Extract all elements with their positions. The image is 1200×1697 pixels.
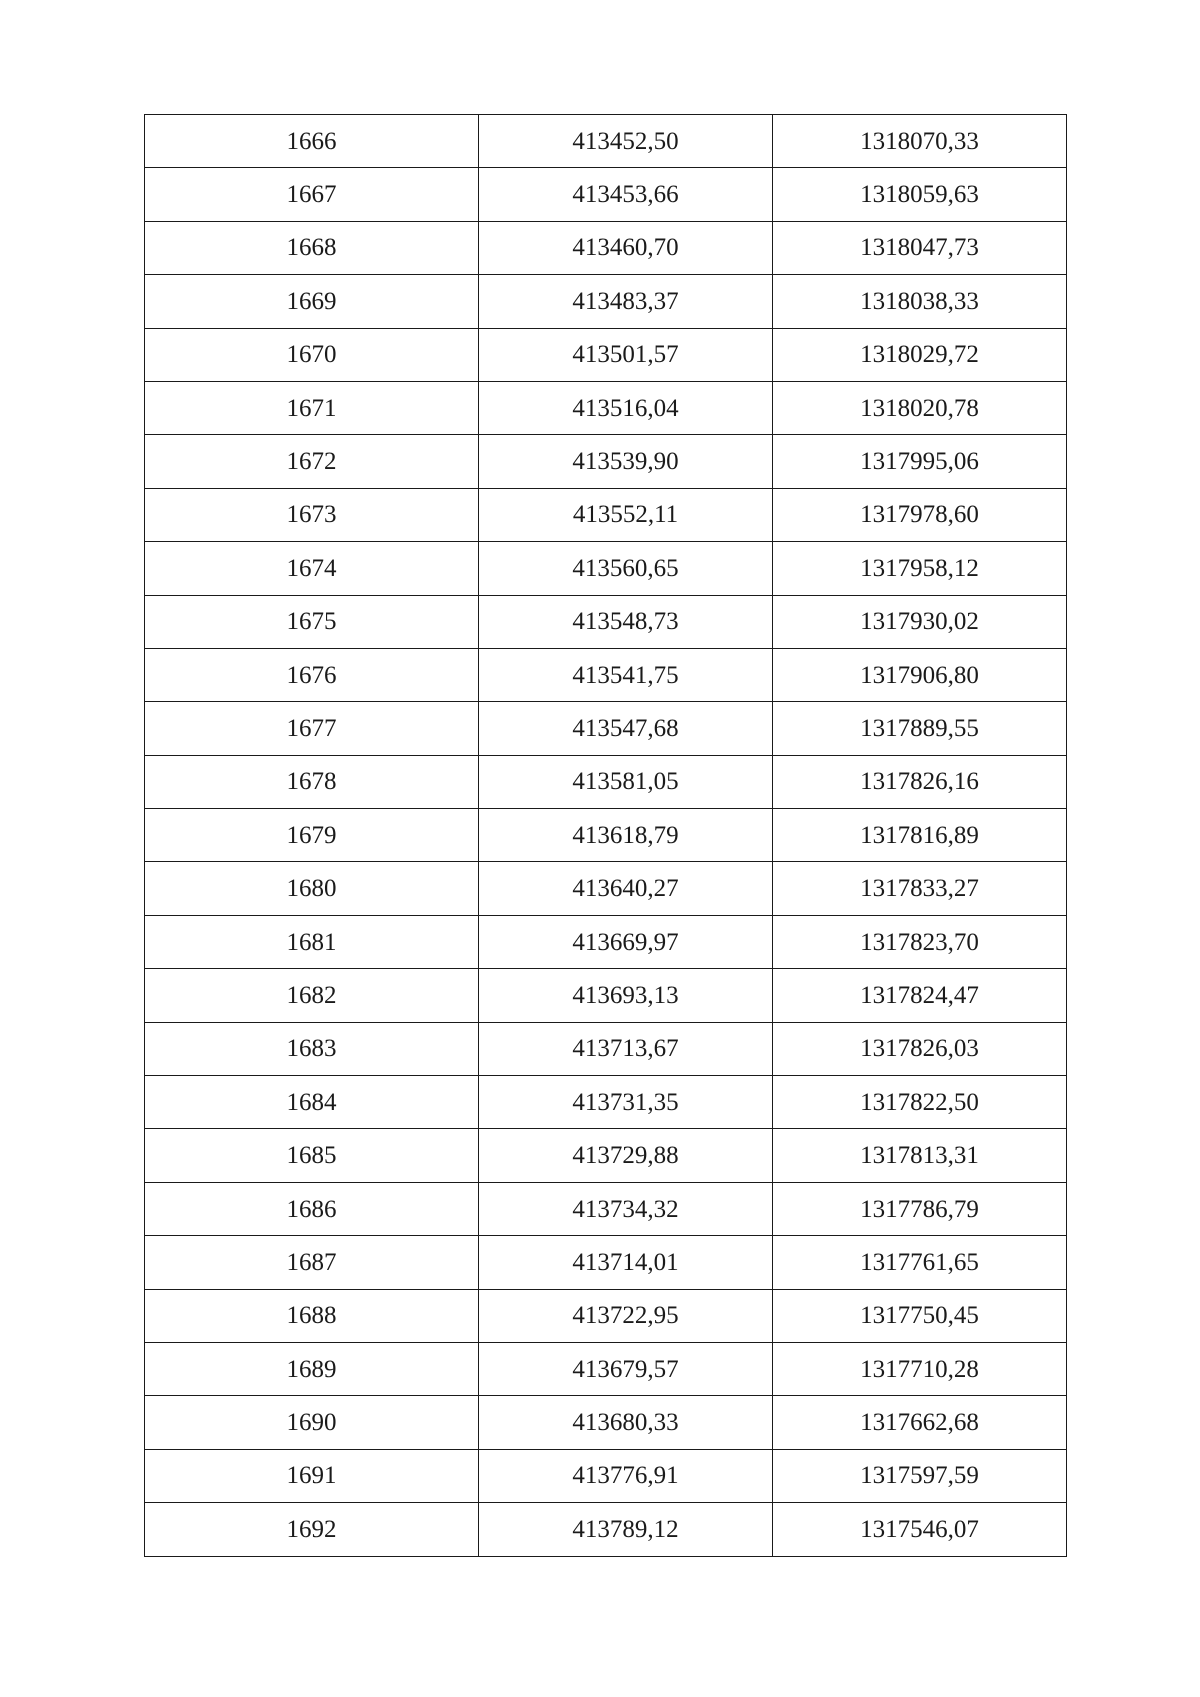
x-coordinate-cell: 413693,13 [479, 969, 773, 1022]
table-row [145, 1289, 1067, 1342]
x-coordinate-cell: 413516,04 [479, 381, 773, 434]
x-coordinate-cell: 413640,27 [479, 862, 773, 915]
x-coordinate-cell: 413547,68 [479, 702, 773, 755]
table-row [145, 809, 1067, 862]
point-number-cell: 1692 [145, 1503, 479, 1556]
x-coordinate-cell: 413548,73 [479, 595, 773, 648]
table-row [145, 1449, 1067, 1502]
x-coordinate-cell: 413560,65 [479, 542, 773, 595]
y-coordinate-cell: 1317823,70 [773, 915, 1067, 968]
x-coordinate-cell: 413669,97 [479, 915, 773, 968]
table-row [145, 595, 1067, 648]
x-coordinate-cell: 413734,32 [479, 1182, 773, 1235]
table-row [145, 221, 1067, 274]
table-row [145, 1076, 1067, 1129]
x-coordinate-cell: 413680,33 [479, 1396, 773, 1449]
table-row [145, 915, 1067, 968]
x-coordinate-cell: 413714,01 [479, 1236, 773, 1289]
point-number-cell: 1671 [145, 381, 479, 434]
table-row [145, 1236, 1067, 1289]
point-number-cell: 1672 [145, 435, 479, 488]
point-number-cell: 1680 [145, 862, 479, 915]
point-number-cell: 1668 [145, 221, 479, 274]
x-coordinate-cell: 413581,05 [479, 755, 773, 808]
table-row [145, 1022, 1067, 1075]
point-number-cell: 1678 [145, 755, 479, 808]
y-coordinate-cell: 1317786,79 [773, 1182, 1067, 1235]
y-coordinate-cell: 1317995,06 [773, 435, 1067, 488]
point-number-cell: 1686 [145, 1182, 479, 1235]
point-number-cell: 1685 [145, 1129, 479, 1182]
x-coordinate-cell: 413539,90 [479, 435, 773, 488]
table-row [145, 1342, 1067, 1395]
table-row [145, 1396, 1067, 1449]
table-row [145, 862, 1067, 915]
y-coordinate-cell: 1317710,28 [773, 1342, 1067, 1395]
table-row [145, 328, 1067, 381]
table-row [145, 168, 1067, 221]
table-row [145, 1503, 1067, 1556]
point-number-cell: 1673 [145, 488, 479, 541]
table-row [145, 1182, 1067, 1235]
point-number-cell: 1690 [145, 1396, 479, 1449]
x-coordinate-cell: 413679,57 [479, 1342, 773, 1395]
point-number-cell: 1676 [145, 648, 479, 701]
table-row [145, 1129, 1067, 1182]
point-number-cell: 1679 [145, 809, 479, 862]
table-row [145, 542, 1067, 595]
y-coordinate-cell: 1317750,45 [773, 1289, 1067, 1342]
point-number-cell: 1666 [145, 115, 479, 168]
x-coordinate-cell: 413729,88 [479, 1129, 773, 1182]
point-number-cell: 1684 [145, 1076, 479, 1129]
point-number-cell: 1677 [145, 702, 479, 755]
x-coordinate-cell: 413483,37 [479, 275, 773, 328]
x-coordinate-cell: 413541,75 [479, 648, 773, 701]
y-coordinate-cell: 1317889,55 [773, 702, 1067, 755]
table-row [145, 702, 1067, 755]
x-coordinate-cell: 413452,50 [479, 115, 773, 168]
x-coordinate-cell: 413460,70 [479, 221, 773, 274]
y-coordinate-cell: 1318038,33 [773, 275, 1067, 328]
x-coordinate-cell: 413722,95 [479, 1289, 773, 1342]
point-number-cell: 1688 [145, 1289, 479, 1342]
x-coordinate-cell: 413501,57 [479, 328, 773, 381]
table-row [145, 648, 1067, 701]
point-number-cell: 1670 [145, 328, 479, 381]
y-coordinate-cell: 1317813,31 [773, 1129, 1067, 1182]
point-number-cell: 1687 [145, 1236, 479, 1289]
table-row [145, 381, 1067, 434]
point-number-cell: 1667 [145, 168, 479, 221]
table-row [145, 755, 1067, 808]
y-coordinate-cell: 1317824,47 [773, 969, 1067, 1022]
y-coordinate-cell: 1317906,80 [773, 648, 1067, 701]
table-row [145, 115, 1067, 168]
point-number-cell: 1681 [145, 915, 479, 968]
y-coordinate-cell: 1317597,59 [773, 1449, 1067, 1502]
x-coordinate-cell: 413552,11 [479, 488, 773, 541]
y-coordinate-cell: 1318047,73 [773, 221, 1067, 274]
coordinates-table-body [145, 115, 1067, 1557]
point-number-cell: 1682 [145, 969, 479, 1022]
y-coordinate-cell: 1317958,12 [773, 542, 1067, 595]
x-coordinate-cell: 413776,91 [479, 1449, 773, 1502]
y-coordinate-cell: 1318059,63 [773, 168, 1067, 221]
y-coordinate-cell: 1317816,89 [773, 809, 1067, 862]
y-coordinate-cell: 1317546,07 [773, 1503, 1067, 1556]
y-coordinate-cell: 1318029,72 [773, 328, 1067, 381]
coordinates-table [144, 114, 1067, 1557]
x-coordinate-cell: 413713,67 [479, 1022, 773, 1075]
point-number-cell: 1675 [145, 595, 479, 648]
x-coordinate-cell: 413789,12 [479, 1503, 773, 1556]
x-coordinate-cell: 413618,79 [479, 809, 773, 862]
point-number-cell: 1669 [145, 275, 479, 328]
table-row [145, 275, 1067, 328]
point-number-cell: 1674 [145, 542, 479, 595]
x-coordinate-cell: 413453,66 [479, 168, 773, 221]
table-row [145, 969, 1067, 1022]
table-row [145, 435, 1067, 488]
x-coordinate-cell: 413731,35 [479, 1076, 773, 1129]
y-coordinate-cell: 1317761,65 [773, 1236, 1067, 1289]
y-coordinate-cell: 1317822,50 [773, 1076, 1067, 1129]
point-number-cell: 1689 [145, 1342, 479, 1395]
y-coordinate-cell: 1317826,16 [773, 755, 1067, 808]
table-row [145, 488, 1067, 541]
y-coordinate-cell: 1317978,60 [773, 488, 1067, 541]
point-number-cell: 1691 [145, 1449, 479, 1502]
y-coordinate-cell: 1317662,68 [773, 1396, 1067, 1449]
point-number-cell: 1683 [145, 1022, 479, 1075]
y-coordinate-cell: 1318020,78 [773, 381, 1067, 434]
y-coordinate-cell: 1317930,02 [773, 595, 1067, 648]
y-coordinate-cell: 1318070,33 [773, 115, 1067, 168]
y-coordinate-cell: 1317833,27 [773, 862, 1067, 915]
y-coordinate-cell: 1317826,03 [773, 1022, 1067, 1075]
